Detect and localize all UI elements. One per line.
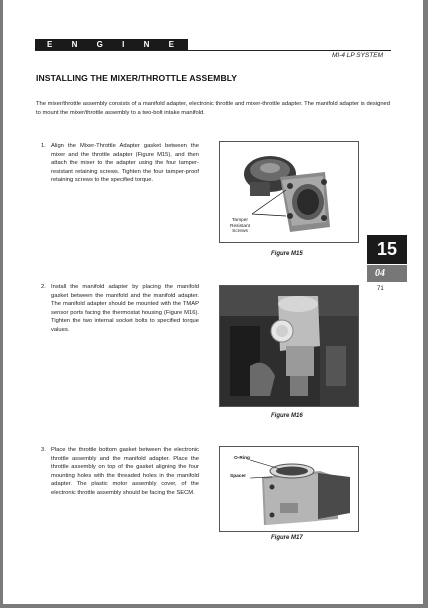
label-line: Tamper	[232, 218, 248, 223]
spacer-label: Spacer	[230, 474, 246, 479]
step-text: Install the manifold adapter by placing the manifold gasket between the manifold and the manifold adapter. The manifold adapter should be mounted with the TMAP sensor ports facing the thermostat housing (Figure M16). Tighten the two internal socket bolts to specified torque values.	[51, 284, 199, 333]
manual-page	[3, 0, 423, 604]
intro-paragraph: The mixer/throttle assembly consists of a manifold adapter, electronic throttle and mixer-throttle adapter. The manifold adapter is designed to mount the mixer/throttle assembly to a two-bolt intake manifold.	[36, 101, 390, 116]
section-letter: N	[143, 40, 150, 49]
figure-caption: Figure M15	[271, 251, 303, 257]
figure-m15-image	[219, 141, 359, 243]
o-ring-label: O-Ring	[234, 456, 250, 461]
figure-caption: Figure M17	[271, 535, 303, 541]
label-line: Screws	[232, 229, 248, 234]
section-letter: I	[122, 40, 125, 49]
figure-caption: Figure M16	[271, 413, 303, 419]
label-line: Resistant	[230, 223, 250, 229]
step-2	[41, 283, 199, 335]
section-header-bar	[35, 39, 188, 50]
section-tab: 04	[367, 265, 407, 282]
step-1	[41, 142, 199, 185]
step-number: 1.	[41, 143, 46, 149]
page-number: 71	[377, 286, 384, 292]
step-number: 2.	[41, 284, 46, 290]
step-text: Align the Mixer-Throttle Adapter gasket between the mixer and the throttle adapter (Figure M15), and then attach the mixer to the adapter using the four tamper-resistant retaining screws. Tighten the four tamper-proof retaining screws to the specified torque.	[51, 143, 199, 184]
figure-m16-image	[219, 285, 359, 407]
figure-m17-image	[219, 446, 359, 532]
section-letter: G	[96, 40, 103, 49]
page-title: INSTALLING THE MIXER/THROTTLE ASSEMBLY	[36, 73, 238, 83]
header-rule	[35, 50, 391, 51]
step-text: Place the throttle bottom gasket between the electronic throttle assembly and the manifold adapter. Place the throttle assembly on top of the gasket aligning the four mounting holes with the threaded holes in the manifold adapter. The plastic motor assembly cover, of the electronic throttle assembly should be facing the SECM.	[51, 447, 199, 496]
figure-label	[230, 218, 250, 235]
section-letter: E	[168, 40, 174, 49]
section-letter: N	[71, 40, 78, 49]
chapter-tab: 15	[367, 235, 407, 264]
step-number: 3.	[41, 447, 46, 453]
section-letter: E	[47, 40, 53, 49]
system-name: MI-4 LP SYSTEM	[331, 52, 383, 59]
engine-photo-illustration	[220, 286, 358, 406]
step-3	[41, 446, 199, 498]
